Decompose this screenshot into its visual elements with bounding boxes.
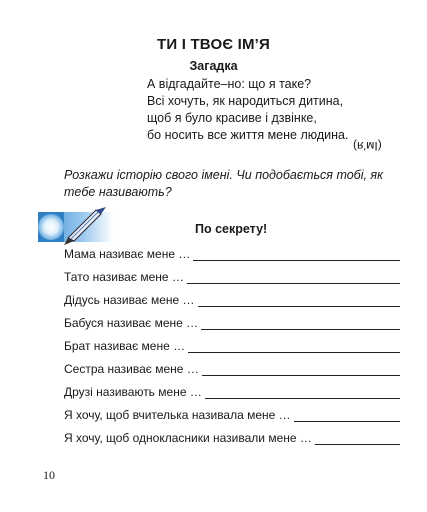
page-number: 10 [43, 468, 55, 482]
answer-line[interactable] [193, 249, 400, 261]
fill-in-label: Я хочу, щоб вчителька називала мене … [64, 408, 291, 422]
fill-in-row [64, 268, 400, 284]
fill-in-row [64, 406, 400, 422]
fill-in-row [64, 383, 400, 399]
answer-line[interactable] [198, 295, 400, 307]
fill-in-label: Сестра називає мене … [64, 362, 199, 376]
fill-in-row [64, 337, 400, 353]
pen-nib-icon [38, 206, 113, 246]
answer-line[interactable] [315, 433, 400, 445]
fill-in-label: Мама називає мене … [64, 247, 191, 261]
answer-line[interactable] [188, 341, 400, 353]
secret-heading: По секрету! [195, 222, 268, 236]
task-prompt: Розкажи історію свого імені. Чи подобається тобі, як тебе називають? [64, 168, 384, 199]
fill-in-label: Брат називає мене … [64, 339, 186, 353]
answer-line[interactable] [202, 364, 400, 376]
fill-in-label: Друзі називають мене … [64, 385, 202, 399]
answer-line[interactable] [294, 410, 400, 422]
answer-line[interactable] [201, 318, 400, 330]
fill-in-label: Я хочу, щоб однокласники називали мене … [64, 431, 312, 445]
riddle-line: А відгадайте–но: що я таке? [147, 77, 312, 91]
riddle-line: щоб я було красиве і дзвінке, [147, 111, 317, 125]
page-title: ТИ І ТВОЄ ІМ’Я [157, 36, 270, 53]
fill-in-row [64, 291, 400, 307]
riddle-answer: (Ім’я) [353, 139, 382, 153]
answer-line[interactable] [187, 272, 400, 284]
riddle-line: Всі хочуть, як народиться дитина, [147, 94, 344, 108]
fill-in-row [64, 429, 400, 445]
fill-in-label: Бабуся називає мене … [64, 316, 199, 330]
fill-in-row [64, 314, 400, 330]
fill-in-label: Дідусь називає мене … [64, 293, 195, 307]
fill-in-row [64, 245, 400, 261]
fill-in-row [64, 360, 400, 376]
answer-line[interactable] [205, 387, 400, 399]
fill-in-label: Тато називає мене … [64, 270, 184, 284]
riddle-heading: Загадка [189, 59, 238, 73]
riddle-line: бо носить все життя мене людина. [147, 128, 349, 142]
